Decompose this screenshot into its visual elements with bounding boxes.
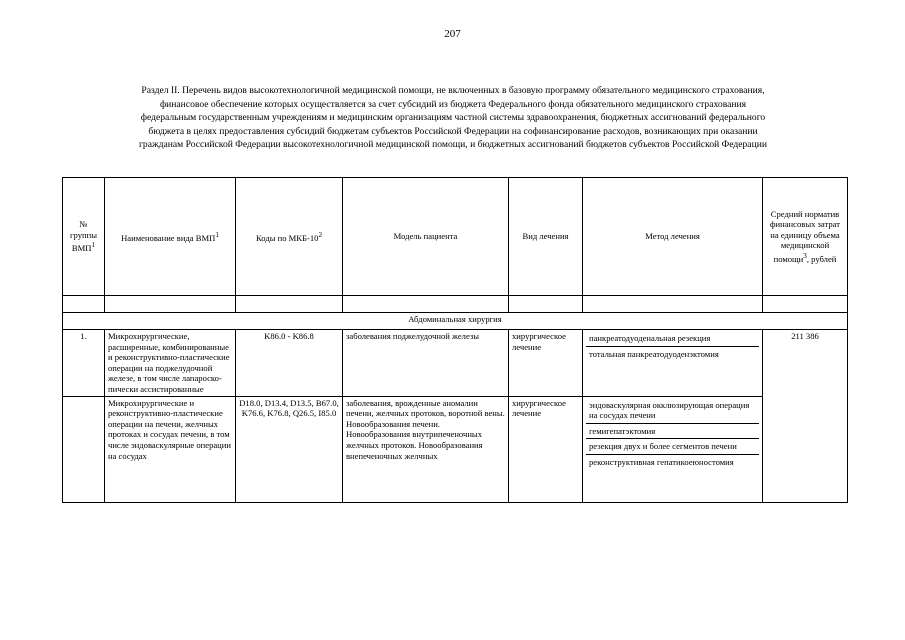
col-header-method: Метод лечения bbox=[583, 178, 763, 296]
heading-line: федеральным государственным учреждениям и медицинским организациям частной системы здравоохранения, бюджетных ассигнований федерального bbox=[140, 112, 766, 124]
heading-line: Раздел II. Перечень видов высокотехнологичной медицинской помощи, не включенных в базовую программу обязательного медицинского страхования, bbox=[141, 85, 765, 96]
col-header-norm: Средний норматив финансовых затрат на единицу объема медицинской помощи$^3$, рублей bbox=[763, 178, 848, 296]
heading-line: финансовое обеспечение которых осуществляется за счет субсидий из бюджета Федерального фонда обязательного медицинского страхования bbox=[159, 98, 747, 110]
heading-line: гражданам Российской Федерации высокотехнологичной медицинской помощи, и бюджетных ассигнований бюджетов субъектов Российской Федерации bbox=[139, 139, 767, 151]
table-empty-row bbox=[63, 296, 848, 313]
group-number: 1. bbox=[63, 330, 105, 397]
norm-value: 211 386 bbox=[763, 330, 848, 503]
vmp-table bbox=[62, 177, 848, 503]
treatment-methods bbox=[583, 396, 763, 502]
table-row bbox=[63, 396, 848, 502]
patient-model-text: заболевания, врожденные аномалии печени, желчных протоков, воротной вены. Новообразования печени. Новообразования внутрипеченочных желчных протоков. Новообразования внепеченочных желчных bbox=[346, 397, 505, 461]
method-item: гемигепатэктомия bbox=[586, 424, 759, 440]
section-heading bbox=[58, 84, 848, 152]
method-item: тотальная панкреатодуоденэктомия bbox=[589, 348, 719, 359]
icd-codes: D18.0, D13.4, D13.5, B67.0, K76.6, K76.8, Q26.5, I85.0 bbox=[236, 396, 343, 502]
method-item: панкреатодуоденальная резекция bbox=[586, 331, 759, 347]
col-header-treatment: Вид лечения bbox=[509, 178, 583, 296]
heading-line: бюджета в целях предоставления субсидий бюджетам субъектов Российской Федерации на софинансирование расходов, возникающих при оказании bbox=[148, 125, 758, 137]
table-row bbox=[63, 330, 848, 397]
table-header-row bbox=[63, 178, 848, 296]
section-title: Абдоминальная хирургия bbox=[63, 313, 848, 330]
vmp-name: Микрохирургические, расширенные, комбинированные и реконструктивно-пластические операции на поджелудочной железе, в том числе лапароско-пически ассистированные bbox=[105, 330, 236, 397]
icd-codes: K86.0 - K86.8 bbox=[236, 330, 343, 397]
patient-model: заболевания поджелудочной железы bbox=[343, 330, 509, 397]
col-header-name: Наименование вида ВМП$^1$ bbox=[105, 178, 236, 296]
col-header-model: Модель пациента bbox=[343, 178, 509, 296]
col-header-group-no: № группы ВМП$^1$ bbox=[63, 178, 105, 296]
section-row bbox=[63, 313, 848, 330]
treatment-methods bbox=[583, 330, 763, 397]
patient-model bbox=[343, 396, 509, 502]
vmp-name: Микрохирургические и реконструктивно-пластические операции на печени, желчных протоках и сосудах печени, в том числе эндоваскулярные операции на сосудах bbox=[105, 396, 236, 502]
method-item: эндоваскулярная окклюзирующая операция на сосудах печени bbox=[586, 398, 759, 424]
treatment-type: хирургическое лечение bbox=[509, 396, 583, 502]
page-number: 207 bbox=[444, 28, 461, 40]
group-number bbox=[63, 396, 105, 502]
col-header-icd: Коды по МКБ-$10^2$ bbox=[236, 178, 343, 296]
method-item: реконструктивная гепатикоеюностомия bbox=[589, 456, 734, 467]
method-item: резекция двух и более сегментов печени bbox=[586, 439, 759, 455]
treatment-type: хирургическое лечение bbox=[509, 330, 583, 397]
